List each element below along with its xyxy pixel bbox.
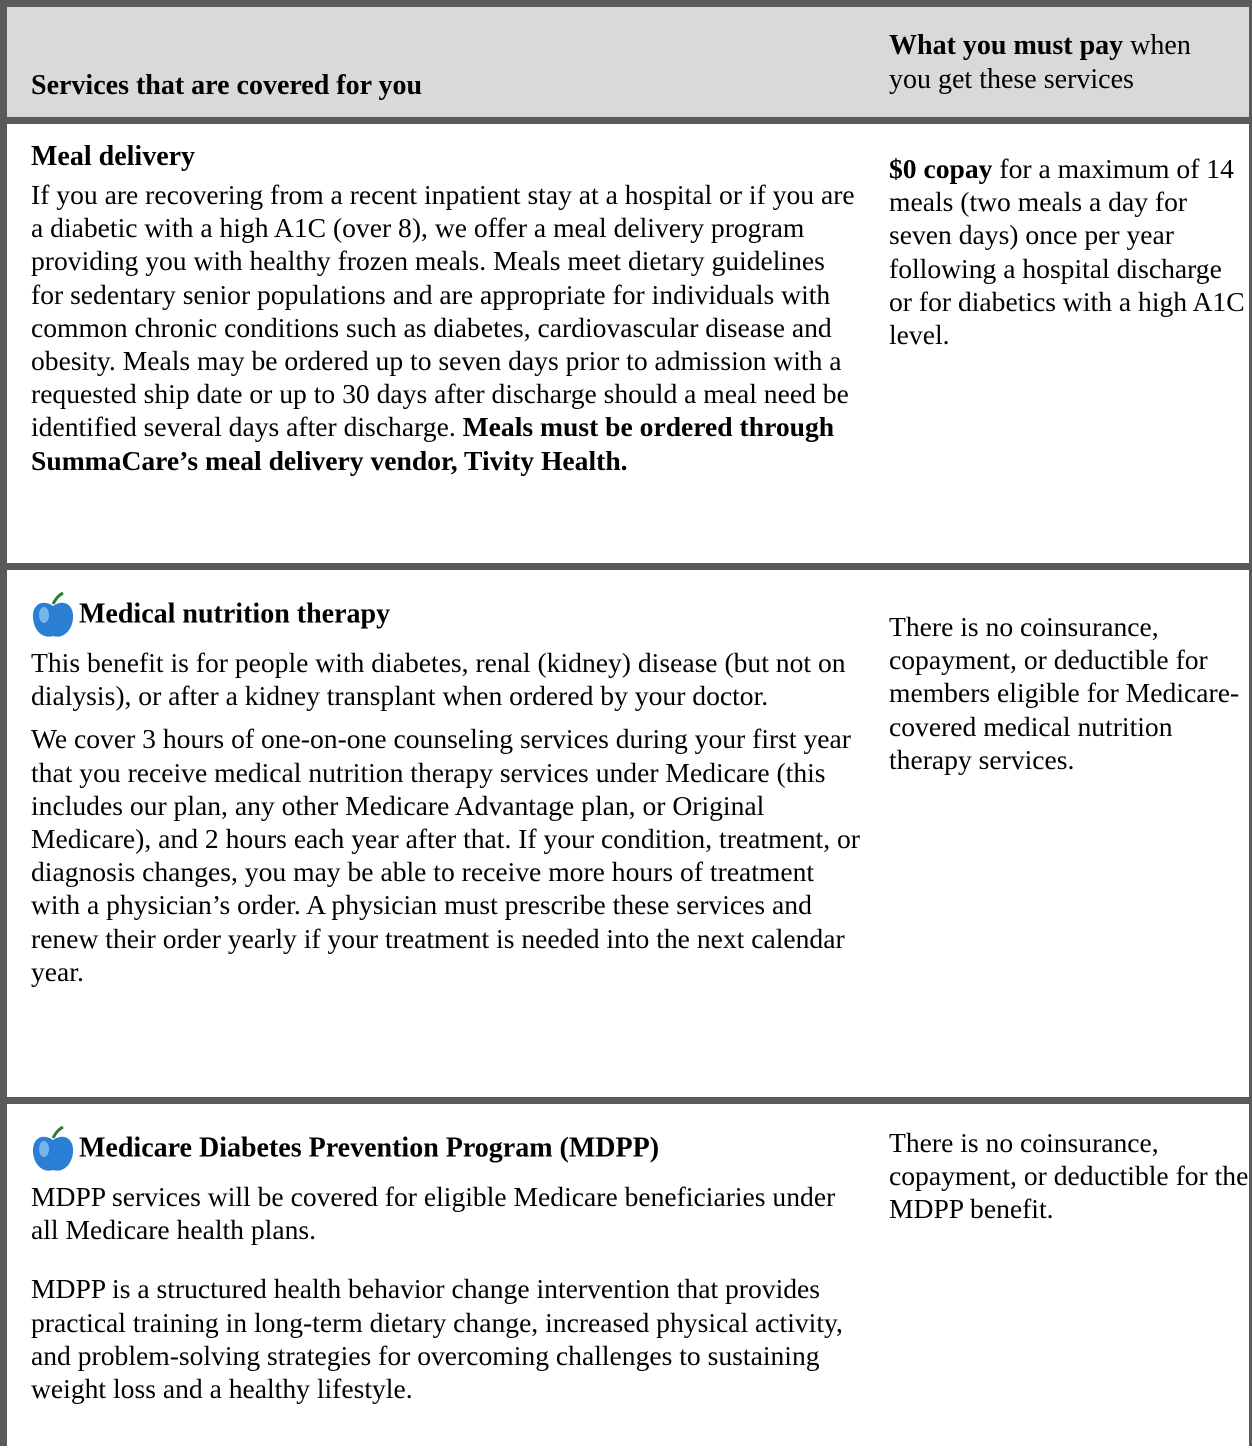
table-row — [7, 1104, 1249, 1453]
service-description: This benefit is for people with diabetes, renal (kidney) disease (but not on dialysis), or after a kidney transplant when ordered by your doctor. — [31, 647, 846, 712]
payment-text: There is no coinsurance, copayment, or deductible for the MDPP benefit. — [889, 1127, 1249, 1225]
payment-text: There is no coinsurance, copayment, or deductible for members eligible for Medicare-covered medical nutrition therapy services. — [889, 611, 1240, 775]
service-title: Meal delivery — [31, 141, 196, 172]
service-title: Medical nutrition therapy — [79, 598, 391, 630]
service-cell — [31, 1126, 861, 1405]
header-services: Services that are covered for you — [31, 70, 423, 101]
service-description: If you are recovering from a recent inpatient stay at a hospital or if you are a diabetic with a high A1C (over 8), we offer a meal delivery program providing you with healthy frozen meals. Meals meet dietary guidelines for sedentary senior populations and are appropriate for individuals with common chronic conditions such as diabetes, cardiovascular disease and obesity. Meals may be ordered up to seven days prior to admission with a requested ship date or up to 30 days after discharge should a meal need be identified several days after discharge. Meals must be ordered through SummaCare’s meal delivery vendor, Tivity Health. — [31, 179, 855, 476]
service-title-line — [31, 592, 861, 640]
service-note: Meals must be ordered through SummaCare’s meal delivery vendor, Tivity Health. — [31, 411, 835, 476]
service-title: Medicare Diabetes Prevention Program (MDPP) — [79, 1132, 660, 1164]
table-header — [7, 7, 1249, 124]
row-divider — [7, 563, 1249, 570]
payment-text: $0 copay for a maximum of 14 meals (two meals a day for seven days) once per year following a hospital discharge or for diabetics with a high A1C level. — [889, 153, 1245, 351]
payment-cell — [889, 1126, 1249, 1226]
header-payment: What you must pay when you get these services — [889, 30, 1191, 95]
apple-icon — [31, 592, 75, 640]
service-cell — [31, 140, 861, 477]
service-description-detail: We cover 3 hours of one-on-one counseling services during your first year that you receive medical nutrition therapy services under Medicare (this includes our plan, any other Medicare Advantage plan, or Original Medicare), and 2 hours each year after that. If your condition, treatment, or diagnosis changes, you may be able to receive more hours of treatment with a physician’s order. A physician must prescribe these services and renew their order yearly if your treatment is needed into the next calendar year. — [31, 723, 860, 987]
table-row — [7, 570, 1249, 1015]
apple-icon — [31, 1126, 75, 1174]
payment-cell — [889, 152, 1249, 351]
payment-cell — [889, 610, 1249, 776]
service-description: MDPP services will be covered for eligible Medicare beneficiaries under all Medicare health plans. — [31, 1181, 836, 1246]
row-divider — [7, 1097, 1249, 1104]
service-cell — [31, 592, 861, 988]
service-title-line — [31, 1126, 861, 1174]
table-row — [7, 124, 1249, 570]
service-description-detail: MDPP is a structured health behavior change intervention that provides practical training in long-term dietary change, increased physical activity, and problem-solving strategies for overcoming challenges to sustaining weight loss and a healthy lifestyle. — [31, 1273, 843, 1405]
